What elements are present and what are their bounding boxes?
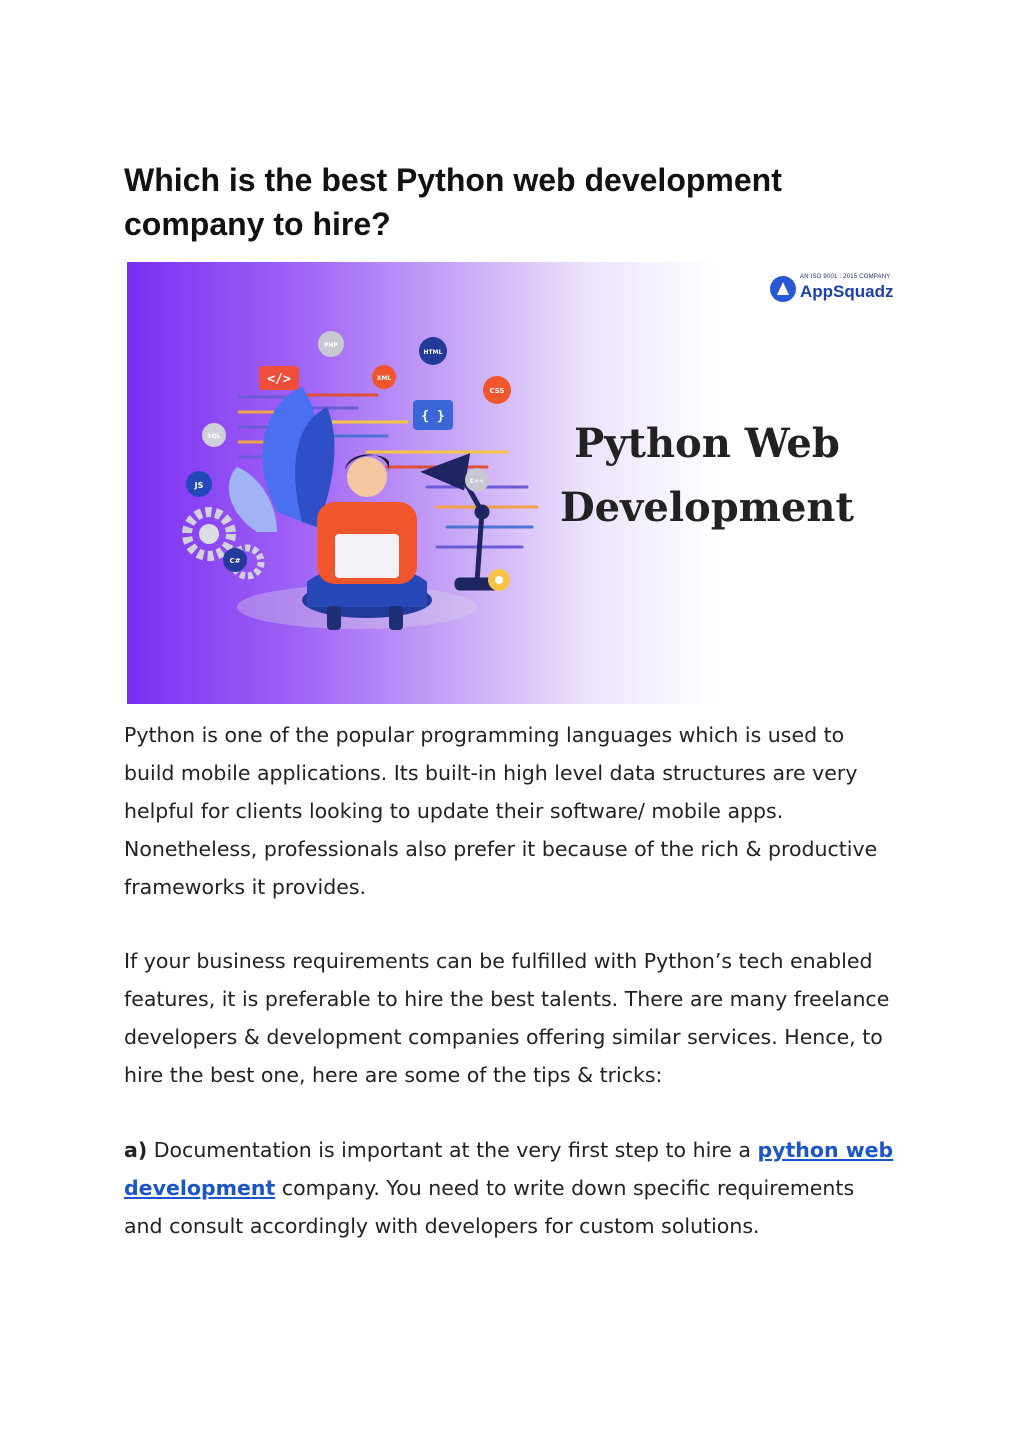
logo-mark-icon (770, 276, 796, 302)
svg-text:C#: C# (229, 557, 241, 565)
svg-text:PHP: PHP (324, 342, 338, 349)
svg-text:JS: JS (194, 481, 204, 490)
php-badge (318, 331, 344, 357)
svg-text:XML: XML (376, 375, 392, 382)
appsquadz-logo (770, 274, 900, 306)
svg-text:SQL: SQL (207, 433, 221, 440)
svg-text:CSS: CSS (489, 387, 505, 395)
hero-heading-line2: Development (559, 484, 854, 531)
html-badge (419, 337, 447, 365)
tip-text-after: company. You need to write down specific requirements and consult accordingly with developers for custom solutions. (124, 1176, 855, 1238)
sql-badge (202, 423, 226, 447)
svg-text:</>: </> (267, 372, 291, 387)
logo-name: AppSquadz (800, 282, 894, 301)
csharp-badge (223, 548, 247, 572)
tip-text-before: Documentation is important at the very first step to hire a (147, 1138, 758, 1162)
css-badge (483, 376, 511, 404)
hero-image (127, 262, 894, 704)
xml-badge (372, 365, 396, 389)
js-badge (186, 471, 212, 497)
paragraph-requirements: If your business requirements can be fulfilled with Python’s tech enabled features, it is preferable to hire the best talents. There are many freelance developers & development companies offering similar services. Hence, to hire the best one, here are some of the tips & tricks: (124, 949, 890, 1087)
paragraph-tip-a (124, 1131, 894, 1245)
svg-text:HTML: HTML (423, 349, 443, 356)
code-badge (259, 366, 299, 390)
logo-tagline: AN ISO 9001 : 2015 COMPANY (800, 274, 891, 280)
braces-badge (413, 400, 453, 430)
paragraph-intro: Python is one of the popular programming languages which is used to build mobile applications. Its built-in high level data structures are very helpful for clients looking to update their software/ mobile apps. Nonetheless, professionals also prefer it because of the rich & productive frameworks it provides. (124, 723, 878, 899)
svg-text:{ }: { } (421, 409, 445, 424)
python-web-development-link[interactable]: python web development (124, 1138, 894, 1200)
tip-label: a) (124, 1138, 148, 1162)
settings-badge-icon (488, 569, 510, 591)
hero-heading-line1: Python Web (574, 420, 840, 467)
hero-heading (557, 412, 857, 540)
svg-text:C++: C++ (469, 478, 485, 485)
page-title: Which is the best Python web development company to hire? (124, 162, 782, 242)
cpp-badge (465, 468, 489, 492)
